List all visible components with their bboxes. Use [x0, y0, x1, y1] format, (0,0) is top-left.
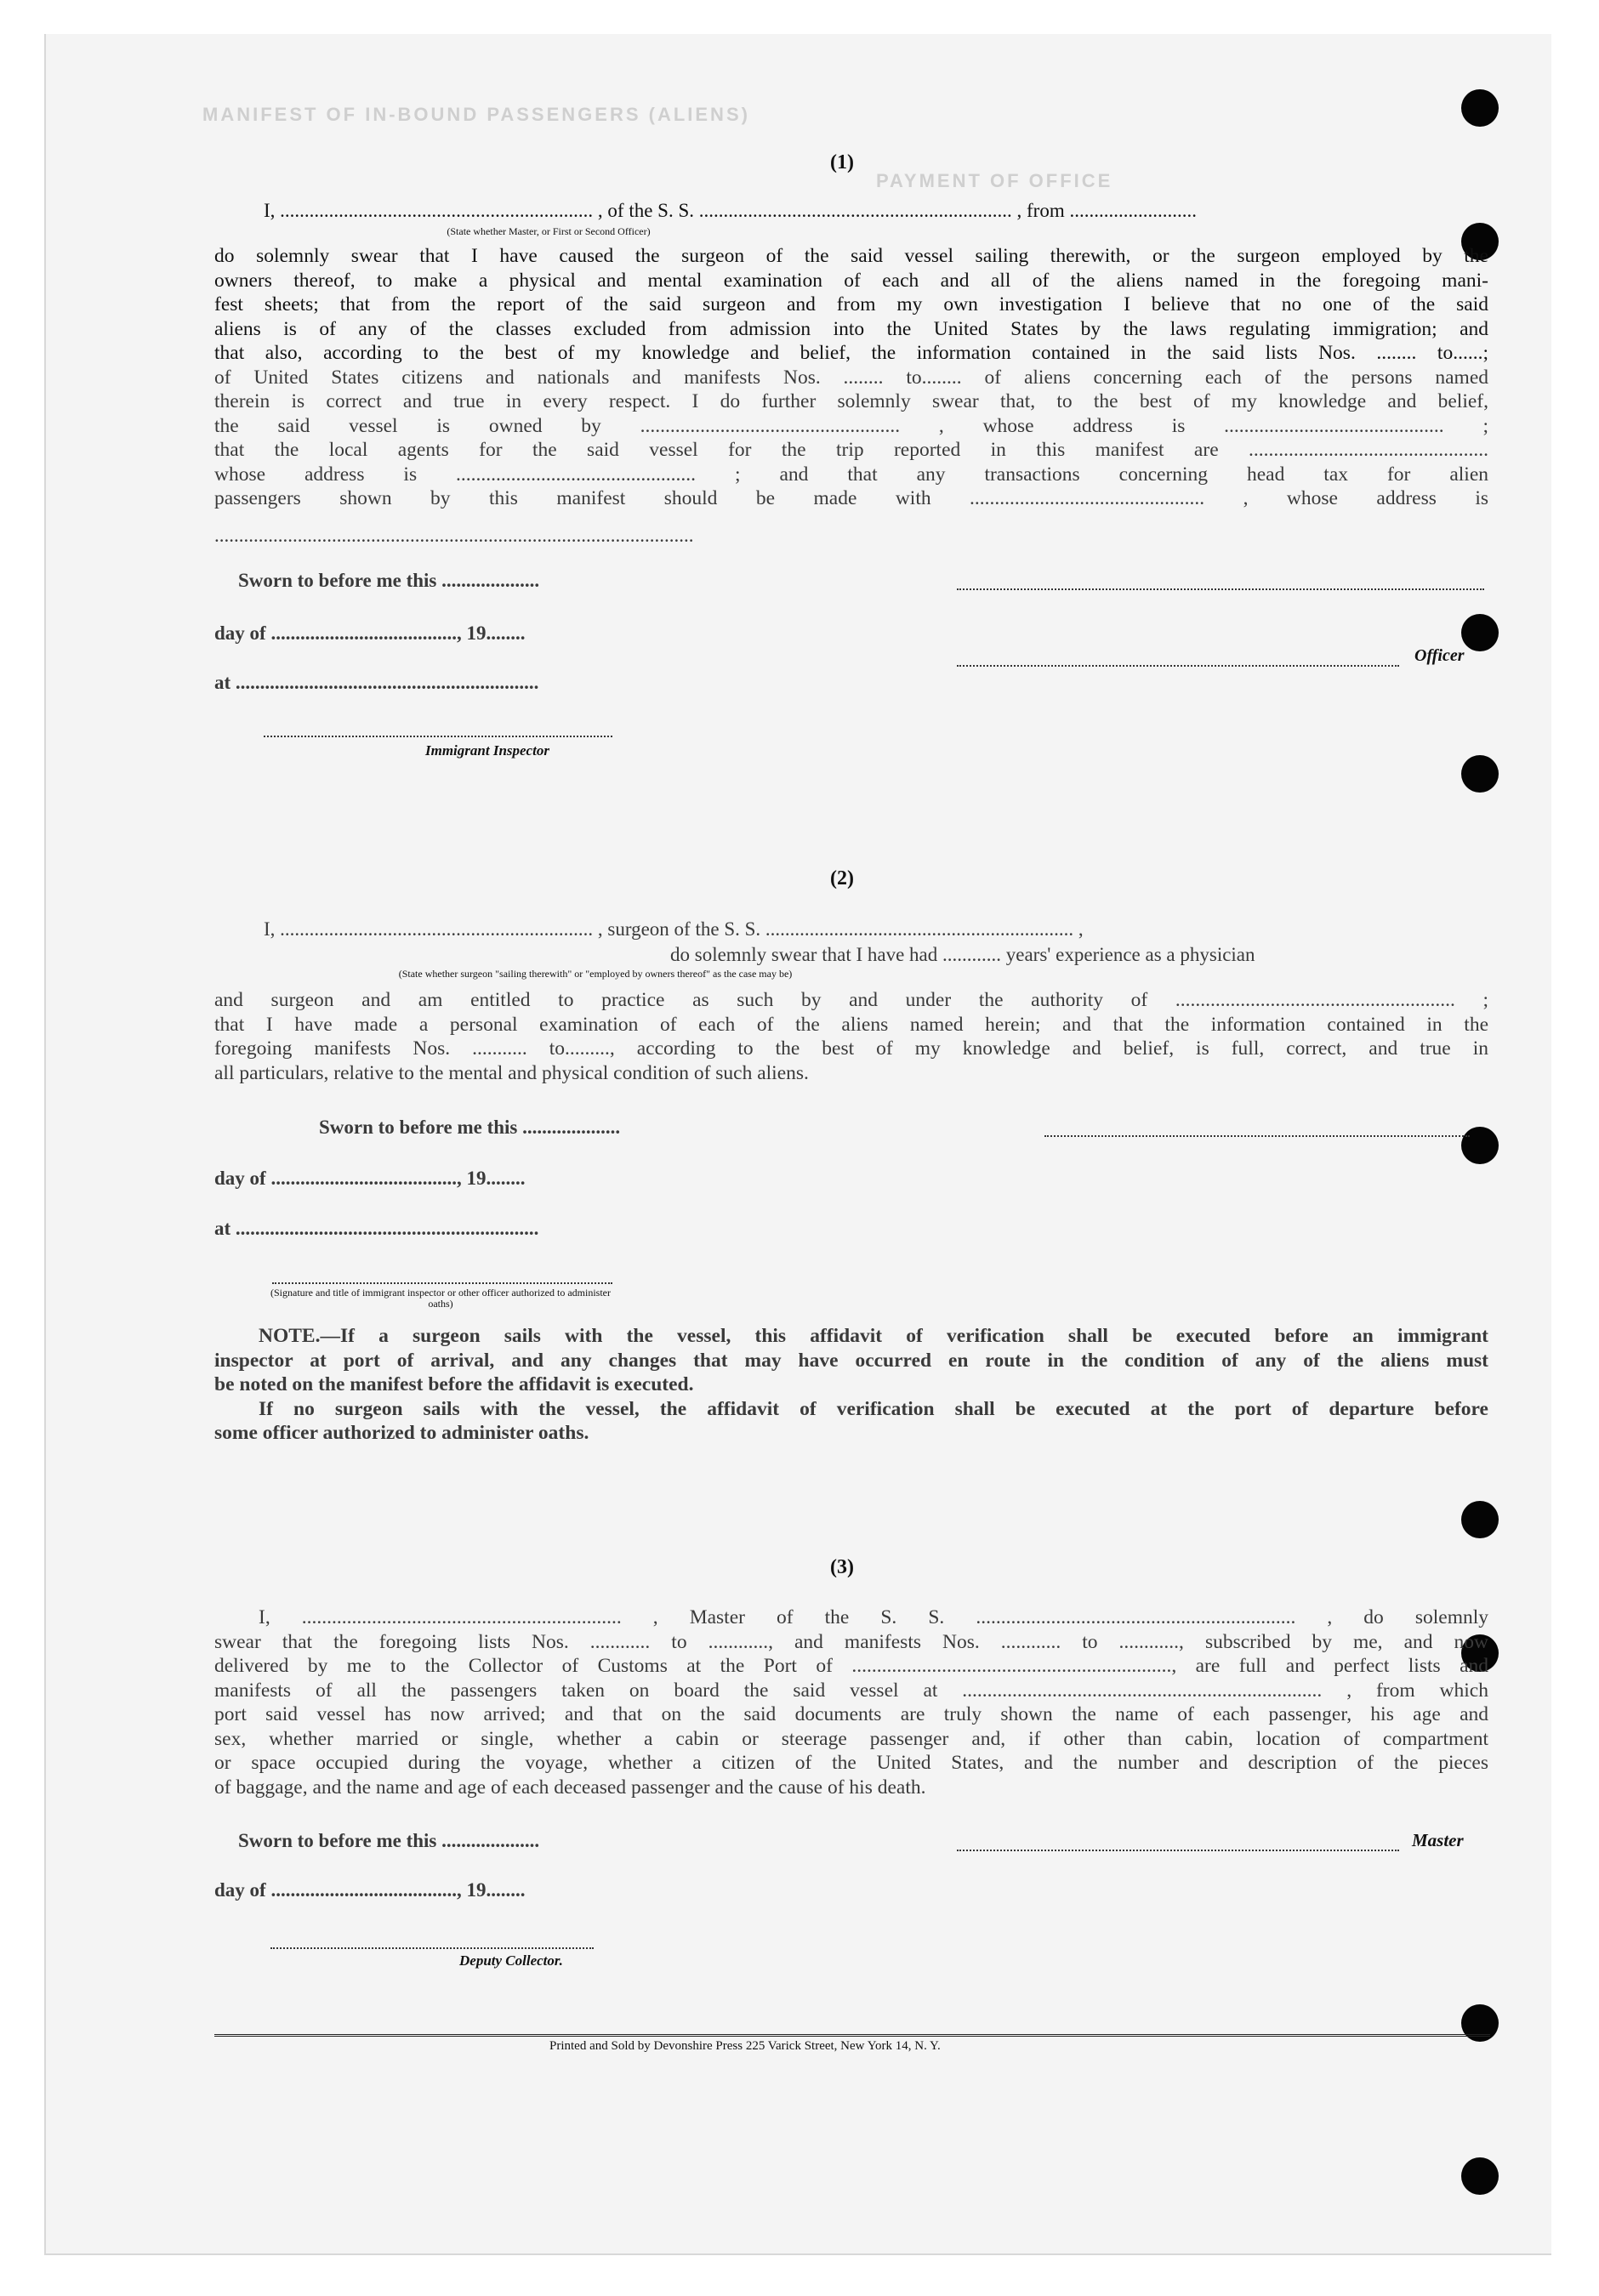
deputy-collector-label: Deputy Collector. [459, 1952, 563, 1969]
oath-line: sex, whether married or single, whether a cabin or steerage passenger and, if other than cabin, location of compartment [214, 1727, 1488, 1750]
section-2-surgeon-note: (State whether surgeon "sailing therewith" or "employed by owners thereof" as the case may be) [398, 968, 793, 980]
deputy-collector-signature-line [270, 1947, 594, 1949]
punch-hole [1461, 755, 1499, 793]
officer-signature-line [957, 588, 1484, 590]
oath-line: swear that the foregoing lists Nos. ............ to ............, and manifests Nos. ............ to ............, subscribed by me, and now [214, 1630, 1488, 1653]
oath-line: and surgeon and am entitled to practice as such by and under the authority of ........................................................ ; [214, 989, 1488, 1011]
surgeon-signature-line [1044, 1135, 1470, 1137]
bleed-through-text: MANIFEST OF IN-BOUND PASSENGERS (ALIENS) [202, 104, 750, 125]
oath-line: owners thereof, to make a physical and mental examination of each and all of the aliens named in the foregoing mani- [214, 269, 1488, 292]
note-line: If no surgeon sails with the vessel, the affidavit of verification shall be executed at the port of departure before [259, 1397, 1488, 1420]
sworn-line: Sworn to before me this .................... [319, 1117, 621, 1138]
oath-line: therein is correct and true in every respect. I do further solemnly swear that, to the best of my knowledge and belief, [214, 390, 1488, 412]
oath-line: do solemnly swear that I have caused the surgeon of the said vessel sailing therewith, or the surgeon employed by the [214, 245, 1488, 267]
note-text [214, 1324, 1488, 1446]
day-line: day of ......................................, 19........ [214, 622, 526, 644]
punch-hole [1461, 2157, 1499, 2195]
oath-line: that also, according to the best of my knowledge and belief, the information contained in the said lists Nos. ........ to......; [214, 342, 1488, 364]
section-2-number: (2) [830, 867, 854, 889]
address-continuation-line: .................................................................................................. [214, 525, 694, 546]
section-2-first-line: I, ................................................................ , surgeon of the S. S. ............................................................... , [264, 918, 1084, 940]
punch-hole [1461, 614, 1499, 651]
section-3-oath-text [214, 1605, 1488, 1799]
at-line: at .............................................................. [214, 1218, 539, 1239]
note-line: inspector at port of arrival, and any changes that may have occurred en route in the condition of any of the aliens must [214, 1349, 1488, 1372]
inspector-signature-line [272, 1282, 612, 1284]
section-1-rank-note: (State whether Master, or First or Second Officer) [447, 225, 651, 237]
section-1-number: (1) [830, 151, 854, 173]
oath-line: fest sheets; that from the report of the said surgeon and from my own investigation I believe that no one of the said [214, 293, 1488, 315]
officer-signature-line [957, 665, 1399, 667]
punch-hole [1461, 1501, 1499, 1538]
oath-line: manifests of all the passengers taken on board the said vessel at ........................................................................ , from which [214, 1679, 1488, 1702]
section-2-second-line: do solemnly swear that I have had ............ years' experience as a physician [670, 944, 1255, 965]
section-3-number: (3) [830, 1556, 854, 1578]
section-1-first-line: I, ................................................................ , of the S. S. ................................................................ , from .......................... [264, 200, 1197, 221]
at-line: at .............................................................. [214, 672, 539, 693]
oath-line: that the local agents for the said vessel for the trip reported in this manifest are ................................................ [214, 439, 1488, 461]
oath-line: passengers shown by this manifest should be made with ............................................... , whose address is [214, 487, 1488, 509]
oath-line: of United States citizens and nationals and manifests Nos. ........ to........ of aliens concerning each of the persons named [214, 366, 1488, 389]
oath-line: aliens is of any of the classes excluded from admission into the United States by the laws regulating immigration; and [214, 317, 1488, 340]
officer-label: Officer [1414, 646, 1465, 665]
oath-line: all particulars, relative to the mental and physical condition of such aliens. [214, 1061, 809, 1084]
section-2-oath-text [214, 988, 1488, 1085]
note-line: some officer authorized to administer oaths. [214, 1422, 589, 1444]
oath-line: the said vessel is owned by .................................................... , whose address is ............................................ ; [214, 414, 1488, 437]
oath-line: foregoing manifests Nos. ........... to........., according to the best of my knowledge and belief, is full, correct, and true in [214, 1037, 1488, 1060]
printer-imprint: Printed and Sold by Devonshire Press 225 Varick Street, New York 14, N. Y. [549, 2039, 941, 2053]
inspector-signature-note: (Signature and title of immigrant inspector or other officer authorized to administer oaths) [270, 1287, 611, 1310]
day-line: day of ......................................, 19........ [214, 1168, 526, 1189]
oath-line: delivered by me to the Collector of Customs at the Port of ................................................................, are full and perfect lists and [214, 1655, 1488, 1677]
oath-line: port said vessel has now arrived; and that on the said documents are truly shown the name of each passenger, his age and [214, 1703, 1488, 1725]
inspector-signature-line [264, 736, 612, 737]
inspector-label: Immigrant Inspector [425, 742, 549, 759]
sworn-line: Sworn to before me this .................... [238, 570, 540, 591]
punch-hole [1461, 89, 1499, 127]
note-line: be noted on the manifest before the affidavit is executed. [214, 1373, 694, 1395]
master-signature-line [957, 1850, 1399, 1851]
master-label: Master [1412, 1830, 1464, 1850]
section-1-oath-text [214, 244, 1488, 511]
day-line: day of ......................................, 19........ [214, 1879, 526, 1901]
punch-hole [1461, 1127, 1499, 1164]
oath-line: whose address is ................................................ ; and that any transactions concerning head tax for alien [214, 463, 1488, 486]
oath-line: I, ................................................................ , Master of the S. S. ................................................................ , do solemnly [259, 1606, 1488, 1628]
bleed-through-text: PAYMENT OF OFFICE [876, 170, 1113, 191]
oath-line: that I have made a personal examination of each of the aliens named herein; and that the information contained in the [214, 1013, 1488, 1036]
oath-line: or space occupied during the voyage, whether a citizen of the United States, and the number and description of the pieces [214, 1752, 1488, 1774]
note-line: NOTE.—If a surgeon sails with the vessel, this affidavit of verification shall be executed before an immigrant [259, 1325, 1488, 1347]
sworn-line: Sworn to before me this .................... [238, 1830, 540, 1851]
oath-line: of baggage, and the name and age of each deceased passenger and the cause of his death. [214, 1776, 926, 1799]
